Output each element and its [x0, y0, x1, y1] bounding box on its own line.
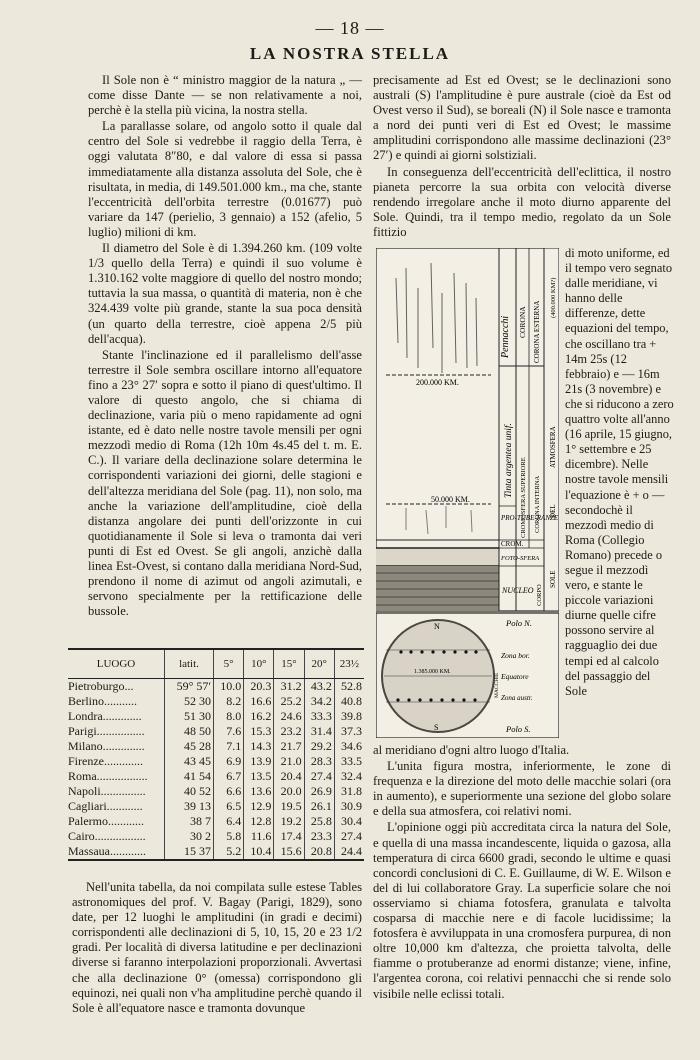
paragraph: Stante l'inclinazione ed il parallelismo dell'asse terrestre il Sole sembra oscillare intorno all'equatore fino a 23° 27′ sopra e sotto il piano di quest'ultimo. Il valore di questo angolo, che si chiama di declinazione, varia più o meno rapidamente ad ogni istante, ed è dato nelle nostre tavole mensili per ogni mezzodì medio di Roma (12h 10m 4s.45 del t. m. E. C.). Il variare della declinazione solare determina le corrispondenti variazioni dei giorni, delle stagioni e dell'altezza meridiana del Sole (pag. 11), non solo, ma anche la variazione dell'amplitudine, cioè della distanza angolare dei punti dell'orizzonte in cui quotidianamente il Sole si leva o tramonta dai veri punti di Est ed Ovest. Se gli angoli, anzichè dalla linea Est-Ovest, si contano dalla meridiana Nord-Sud, prendono il nome di azimut od angoli azimutali, e servono specialmente per la rettificazione delle bussole. [88, 347, 362, 619]
value-cell: 20.8 [304, 844, 334, 860]
value-cell: 19.5 [274, 799, 304, 814]
protuberanze-label: PRO-TUBE-RANZE [501, 514, 559, 522]
nucleo-label: NUCLEO [502, 586, 534, 595]
value-cell: 40.8 [341, 694, 362, 708]
column-header: latit. [165, 649, 214, 679]
value-cell: 11.6 [244, 829, 274, 844]
value-cell: 8.2 [214, 694, 244, 709]
value-cell: 38 7 [165, 814, 214, 829]
value-cell: 33.3 [304, 709, 334, 724]
value-cell: 40 52 [165, 784, 214, 799]
paragraph: Nell'unita tabella, da noi compilata sulle estese Tables astronomiques del prof. V. Bagay (Parigi, 1829), sono date, per 12 luoghi le amplitudini (in gradi e decimi) corrispondenti alle declinazioni di 5, 10, 15, 20 e 23 1/2 gradi. Per località di diversa latitudine e per declinazioni diverse si faranno interpolazioni proporzionali. Avvertasi che alla declinazione 0° (omessa) corrispondono gli equinozi, nei quali non v'ha amplitudine perchè quando il Sole è all'equatore nasce e tramonta dovunque [72, 880, 362, 1015]
value-cell: 23.3 [304, 829, 334, 844]
column-header: 15° [274, 649, 304, 679]
value-cell: 24.6 [274, 709, 304, 724]
value-cell: 26.1 [304, 799, 334, 814]
value-cell: 25.8 [304, 814, 334, 829]
value-cell: 31.4 [304, 724, 334, 739]
place-cell: Cairo................. [68, 829, 165, 844]
right-column-lower-text [373, 743, 671, 1003]
value-cell: 27.4 [304, 769, 334, 784]
value-cell: 8.0 [214, 709, 244, 724]
value-cell: 31.2 [274, 679, 304, 695]
table-row [68, 739, 364, 754]
value-cell: 45 28 [165, 739, 214, 754]
value-cell: 13.6 [244, 784, 274, 799]
value-cell: 34.2 [304, 694, 334, 709]
value-cell: 52 30 [165, 694, 214, 709]
value-cell: 17.4 [274, 829, 304, 844]
value-cell: 59° 57′ [165, 679, 214, 695]
value-cell: 41 54 [165, 769, 214, 784]
value-cell: 15 37 [165, 844, 214, 860]
page-number: — 18 — [315, 18, 385, 38]
place-cell: Milano.............. [68, 739, 165, 754]
value-cell: 6.5 [214, 799, 244, 814]
column-header: 20° [304, 649, 334, 679]
value-cell: 13.5 [244, 769, 274, 784]
place-cell: Massaua............ [68, 844, 165, 860]
paragraph: La parallasse solare, od angolo sotto il quale dal centro del Sole si vedrebbe il raggio della Terra, è oggi valutata 8″80, e dal valore di essa si passa immediatamente alla distanza assoluta del Sole, che è risultata, in media, di 149.501.000 km., ma che, stante l'eccentricità dell'orbita terrestre (0.01677) può variare da 147 (perielio, 3 gennaio) a 152 (afelio, 5 luglio) milioni di km. [88, 119, 362, 239]
value-cell: 34.6 [341, 739, 362, 753]
value-cell: 39 13 [165, 799, 214, 814]
column-header: 5° [214, 649, 244, 679]
value-cell: 15.6 [274, 844, 304, 860]
sole-label: SOLE [549, 570, 557, 588]
value-cell: 12.9 [244, 799, 274, 814]
km-400000-label: (400.000 KM?) [550, 277, 557, 318]
paragraph: di moto uniforme, ed il tempo vero segnato dalle meridiane, vi hanno delle differenze, dette equazioni del tempo, che oscillano tra + 14m 25s (12 febbraio) e — 16m 21s (3 novembre) e che si riducono a zero quattro volte all'anno (16 aprile, 15 giugno, 1° settembre e 25 dicembre). Nelle nostre tavole mensili l'equazione è + o — secondochè il mezzodì medio di Roma (Collegio Romano) precede o segue il mezzodì vero, e stante le piccole variazioni diurne quelle cifre possono servire al ragguaglio dei due tempi ed al calcolo del passaggio del Sole [565, 246, 674, 698]
place-cell: Roma................. [68, 769, 165, 784]
pennacchi-label: Pennacchi [500, 315, 511, 358]
sun-section-figure [376, 248, 559, 738]
zona-bor-label: Zona bor. [501, 651, 530, 660]
place-cell: Pietroburgo... [68, 679, 165, 695]
value-cell: 15.3 [244, 724, 274, 739]
value-cell: 30 2 [165, 829, 214, 844]
value-cell: 43.2 [304, 679, 334, 695]
paragraph: Il Sole non è “ ministro maggior de la natura „ — come disse Dante — se non relativamente a noi, perchè è la stella più vicina, la nostra stella. [88, 73, 362, 118]
paragraph: L'opinione oggi più accreditata circa la natura del Sole, e quella di una massa incandescente, liquida o gazosa, alla temperatura di circa 6600 gradi, secondo le ultime e quasi concordi conclusioni di C. E. Guillaume, di W. E. Wilson e del di lui collaboratore Gray. La superficie solare che noi osserviamo si chiama fotosfera, granulata e talvolta cosparsa di macchie nere e di facole lucidissime; la fotosfera è avviluppata in una cromosfera purpurea, di non oltre 10,000 km d'altezza, che proietta talvolta, delle fiamme o protuberanze ad enormi distanze; viene, infine, l'argentea corona, coi relativi pennacchi che si rende solo visibile nelle eclissi totali. [373, 820, 671, 1001]
value-cell: 29.2 [304, 739, 334, 754]
amplitude-table [68, 648, 364, 861]
table-row [68, 829, 364, 844]
value-cell: 27.4 [341, 829, 362, 843]
value-cell: 6.6 [214, 784, 244, 799]
value-cell: 37.3 [341, 724, 362, 738]
value-cell: 20.0 [274, 784, 304, 799]
value-cell: 5.8 [214, 829, 244, 844]
place-cell: Palermo............ [68, 814, 165, 829]
corona-label: CORONA [518, 306, 527, 338]
value-cell: 26.9 [304, 784, 334, 799]
value-cell: 6.9 [214, 754, 244, 769]
left-column-lower-text [72, 880, 362, 1017]
km-50000-label: 50.000 KM. [431, 495, 470, 504]
paragraph: al meridiano d'ogni altro luogo d'Italia. [373, 743, 570, 757]
value-cell: 6.4 [214, 814, 244, 829]
table-row [68, 784, 364, 799]
column-header: 23½ [334, 649, 364, 679]
value-cell: 12.8 [244, 814, 274, 829]
equatore-label: Equatore [501, 672, 529, 681]
place-cell: Napoli............... [68, 784, 165, 799]
km-1385000-label: 1.385.000 KM. [414, 669, 451, 675]
value-cell: 30.9 [341, 799, 362, 813]
del-label: DEL [549, 504, 557, 518]
paragraph: precisamente ad Est ed Ovest; se le declinazioni sono australi (S) l'amplitudine è pure australe (cioè da Est od Ovest verso il Sud), se boreali (N) il Sole nasce e tramonta a nord dei punti veri di Est ed Ovest; le massime amplitudini corrispondono alle massime declinazioni (23° 27′) e quindi ai giorni solstiziali. [373, 73, 671, 163]
table-row [68, 709, 364, 724]
polo-n-label: Polo N. [506, 618, 532, 628]
value-cell: 52.8 [341, 679, 362, 693]
km-200000-label: 200.000 KM. [416, 378, 459, 387]
column-header: LUOGO [68, 649, 165, 679]
table-row [68, 814, 364, 829]
value-cell: 16.2 [244, 709, 274, 724]
value-cell: 16.6 [244, 694, 274, 709]
value-cell: 5.2 [214, 844, 244, 860]
value-cell: 13.9 [244, 754, 274, 769]
value-cell: 51 30 [165, 709, 214, 724]
value-cell: 33.5 [341, 754, 362, 768]
right-column-text [373, 73, 671, 241]
crom-label: CROM. [501, 540, 524, 548]
place-cell: Firenze............. [68, 754, 165, 769]
place-cell: Londra............. [68, 709, 165, 724]
north-label: N [434, 622, 440, 631]
value-cell: 6.7 [214, 769, 244, 784]
place-cell: Cagliari............ [68, 799, 165, 814]
place-cell: Berlino........... [68, 694, 165, 709]
zona-austr-label: Zona austr. [501, 694, 533, 702]
corona-esterna-label: CORONA ESTERNA [533, 300, 541, 363]
value-cell: 43 45 [165, 754, 214, 769]
tinta-argentea-label: Tinta argentea unif. [504, 423, 514, 498]
page-title: LA NOSTRA STELLA [249, 44, 451, 63]
table-row [68, 844, 364, 860]
table-row [68, 769, 364, 784]
value-cell: 32.4 [341, 769, 362, 783]
paragraph: Il diametro del Sole è di 1.394.260 km. (109 volte 1/3 quello della Terra) e quindi il suo volume è 1.310.162 volte maggiore di quello del nostro mondo; tuttavia la sua massa, o quantità di materia, non è che 324.439 volte più grande, stante la sua poca densità (un quarto della terrestre, cioè appena 2/5 più dell'acqua). [88, 241, 362, 346]
value-cell: 7.1 [214, 739, 244, 754]
south-label: S [434, 723, 439, 732]
value-cell: 39.8 [341, 709, 362, 723]
value-cell: 21.0 [274, 754, 304, 769]
value-cell: 14.3 [244, 739, 274, 754]
column-header: 10° [244, 649, 274, 679]
table-row [68, 799, 364, 814]
table-row [68, 724, 364, 739]
cromosfera-label: CROMOSFERA SUPERIORE [520, 457, 527, 538]
table-row [68, 679, 364, 695]
value-cell: 10.0 [214, 679, 244, 695]
value-cell: 21.7 [274, 739, 304, 754]
corona-interna-label: CORONA INTERNA [534, 475, 541, 533]
value-cell: 19.2 [274, 814, 304, 829]
macchie-label: MACCHIE [494, 672, 500, 698]
value-cell: 7.6 [214, 724, 244, 739]
value-cell: 31.8 [341, 784, 362, 798]
value-cell: 48 50 [165, 724, 214, 739]
value-cell: 28.3 [304, 754, 334, 769]
table-header-row [68, 649, 364, 679]
value-cell: 25.2 [274, 694, 304, 709]
table-row [68, 754, 364, 769]
left-column-text [88, 73, 362, 620]
value-cell: 20.4 [274, 769, 304, 784]
fotosfera-label: FOTO-SFERA [501, 555, 540, 562]
figure-side-text [565, 246, 675, 700]
value-cell: 23.2 [274, 724, 304, 739]
value-cell: 24.4 [334, 844, 364, 860]
polo-s-label: Polo S. [506, 724, 531, 734]
value-cell: 10.4 [244, 844, 274, 860]
paragraph: L'unita figura mostra, inferiormente, le zone di frequenza e la direzione del moto delle macchie solari (ora in aumento), e superiormente una sezione del globo solare e della sua atmosfera, coi relativi nomi. [373, 759, 671, 819]
atmosfera-label: ATMOSFERA [549, 426, 557, 468]
corpo-label: CORPO [536, 584, 543, 606]
value-cell: 20.3 [244, 679, 274, 695]
place-cell: Parigi................ [68, 724, 165, 739]
table-row [68, 694, 364, 709]
value-cell: 30.4 [341, 814, 362, 828]
paragraph: In conseguenza dell'eccentricità dell'eclittica, il nostro pianeta percorre la sua orbita con velocità diverse rendendo irregolare anche il moto diurno apparente del Sole. Quindi, tra il tempo medio, regolato da un Sole fittizio [373, 164, 671, 239]
